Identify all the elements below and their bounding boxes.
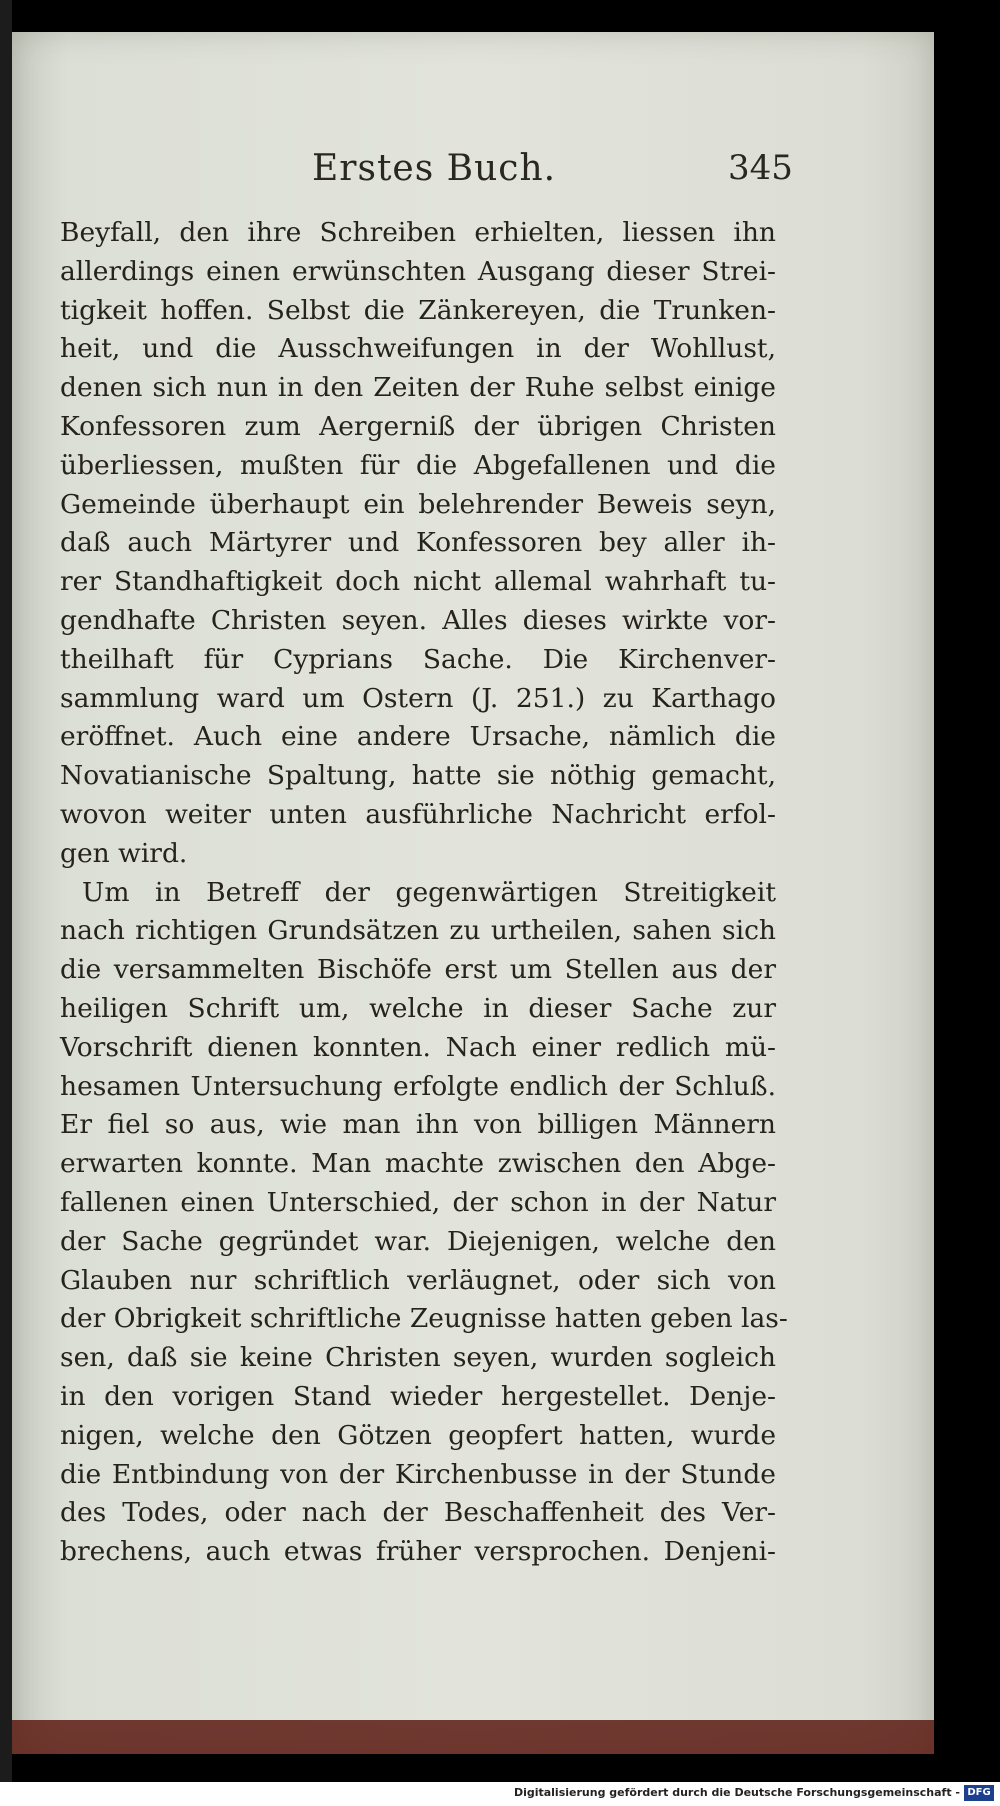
scan-left-edge bbox=[0, 0, 12, 1806]
text-line: die versammelten Bischöfe erst um Stellen aus der bbox=[60, 954, 776, 986]
digitization-footer bbox=[0, 1782, 1000, 1806]
text-line: die Entbindung von der Kirchenbusse in der Stunde bbox=[60, 1458, 776, 1490]
text-line: Er fiel so aus, wie man ihn von billigen Männern bbox=[60, 1109, 776, 1141]
text-line: in den vorigen Stand wieder hergestellet. Denje- bbox=[60, 1380, 776, 1412]
text-line: rer Standhaftigkeit doch nicht allemal wahrhaft tu- bbox=[60, 566, 776, 598]
text-line: sammlung ward um Ostern (J. 251.) zu Karthago bbox=[60, 682, 776, 714]
text-line: allerdings einen erwünschten Ausgang dieser Strei- bbox=[60, 255, 776, 287]
text-line: des Todes, oder nach der Beschaffenheit des Ver- bbox=[60, 1497, 776, 1529]
body-text bbox=[60, 214, 788, 1572]
text-line: denen sich nun in den Zeiten der Ruhe selbst einige bbox=[60, 372, 776, 404]
text-line: überliessen, mußten für die Abgefallenen und die bbox=[60, 449, 776, 481]
text-line: wovon weiter unten ausführliche Nachricht erfol- bbox=[60, 798, 776, 830]
running-title: Erstes Buch. bbox=[312, 148, 557, 189]
text-line: theilhaft für Cyprians Sache. Die Kirchenver- bbox=[60, 643, 776, 675]
text-line: erwarten konnte. Man machte zwischen den Abge- bbox=[60, 1148, 776, 1180]
text-line: Konfessoren zum Aergerniß der übrigen Christen bbox=[60, 410, 776, 442]
text-line: heit, und die Ausschweifungen in der Wohllust, bbox=[60, 333, 776, 365]
page-bottom-edge bbox=[12, 1720, 934, 1754]
text-line: Beyfall, den ihre Schreiben erhielten, liessen ihn bbox=[60, 217, 776, 248]
text-line: nigen, welche den Götzen geopfert hatten, wurde bbox=[60, 1419, 776, 1451]
text-line: nach richtigen Grundsätzen zu urtheilen, sahen sich bbox=[60, 915, 776, 947]
text-line: fallenen einen Unterschied, der schon in der Natur bbox=[60, 1186, 776, 1218]
funding-credit: Digitalisierung gefördert durch die Deutsche Forschungsgemeinschaft - bbox=[513, 1786, 960, 1799]
text-line: der Obrigkeit schriftliche Zeugnisse hatten geben las- bbox=[60, 1303, 788, 1335]
text-line: hesamen Untersuchung erfolgte endlich der Schluß. bbox=[60, 1070, 776, 1102]
text-line: gen wird. bbox=[60, 837, 188, 869]
text-line: der Sache gegründet war. Diejenigen, welche den bbox=[60, 1225, 776, 1257]
text-line: heiligen Schrift um, welche in dieser Sache zur bbox=[60, 992, 776, 1024]
text-line: eröffnet. Auch eine andere Ursache, nämlich die bbox=[60, 721, 776, 753]
text-line: Vorschrift dienen konnten. Nach einer redlich mü- bbox=[60, 1031, 776, 1063]
text-line: Glauben nur schriftlich verläugnet, oder sich von bbox=[60, 1264, 776, 1296]
text-line: daß auch Märtyrer und Konfessoren bey aller ih- bbox=[60, 527, 776, 559]
text-line: sen, daß sie keine Christen seyen, wurden sogleich bbox=[60, 1342, 776, 1374]
text-line: tigkeit hoffen. Selbst die Zänkereyen, die Trunken- bbox=[60, 294, 776, 326]
text-line: Um in Betreff der gegenwärtigen Streitigkeit bbox=[82, 876, 776, 908]
text-line: brechens, auch etwas früher versprochen. Denjeni- bbox=[60, 1536, 776, 1568]
page-header bbox=[12, 148, 934, 198]
text-line: gendhafte Christen seyen. Alles dieses wirkte vor- bbox=[60, 604, 776, 636]
page-number: 345 bbox=[728, 148, 793, 188]
text-line: Gemeinde überhaupt ein belehrender Beweis seyn, bbox=[60, 488, 776, 520]
text-line: Novatianische Spaltung, hatte sie nöthig gemacht, bbox=[60, 760, 776, 792]
dfg-logo-icon: DFG bbox=[964, 1785, 994, 1801]
